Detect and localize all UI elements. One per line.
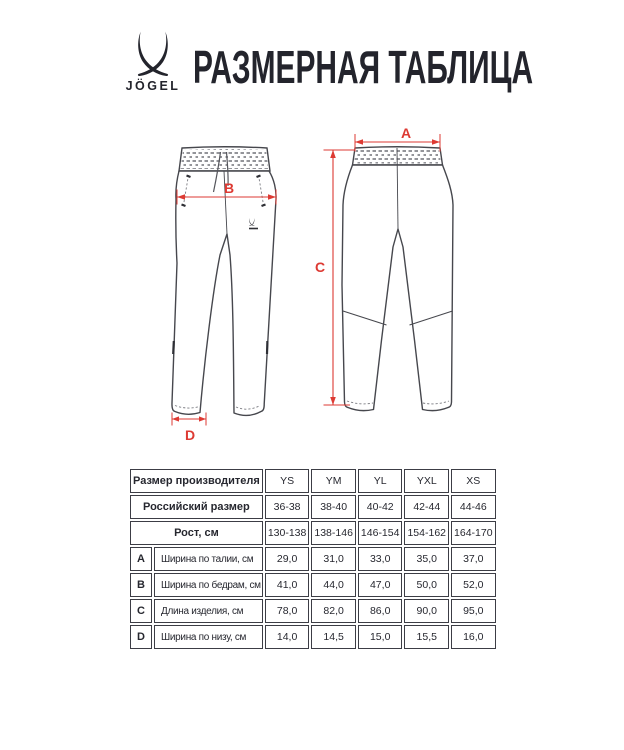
measure-d-label: D bbox=[184, 427, 196, 443]
cell-value: 95,0 bbox=[451, 599, 496, 623]
cell-value: 42-44 bbox=[404, 495, 449, 519]
measure-name: Ширина по низу, см bbox=[154, 625, 263, 649]
front-body-outline bbox=[172, 171, 276, 415]
row-label: Рост, см bbox=[130, 521, 263, 545]
cell-value: 52,0 bbox=[451, 573, 496, 597]
cell-value: YL bbox=[358, 469, 403, 493]
cell-value: 130-138 bbox=[265, 521, 310, 545]
table-row-height bbox=[130, 521, 496, 545]
measure-letter: A bbox=[130, 547, 152, 571]
cell-value: 36-38 bbox=[265, 495, 310, 519]
table-row-manufacturer-size bbox=[130, 469, 496, 493]
row-label: Российский размер bbox=[130, 495, 263, 519]
cell-value: YM bbox=[311, 469, 356, 493]
cell-value: 82,0 bbox=[311, 599, 356, 623]
measure-a-label: A bbox=[400, 125, 412, 141]
cell-value: 164-170 bbox=[451, 521, 496, 545]
measure-c-label: C bbox=[314, 259, 326, 275]
cell-value: YS bbox=[265, 469, 310, 493]
size-table bbox=[128, 467, 498, 651]
cell-value: 35,0 bbox=[404, 547, 449, 571]
page-title: РАЗМЕРНАЯ ТАБЛИЦА bbox=[193, 41, 534, 93]
cell-value: 44,0 bbox=[311, 573, 356, 597]
cell-value: 41,0 bbox=[265, 573, 310, 597]
table-row-russian-size bbox=[130, 495, 496, 519]
brand-logo bbox=[116, 30, 190, 93]
measure-name: Длина изделия, см bbox=[154, 599, 263, 623]
table-row-item-length bbox=[130, 599, 496, 623]
cell-value: 138-146 bbox=[311, 521, 356, 545]
cell-value: 37,0 bbox=[451, 547, 496, 571]
cell-value: 47,0 bbox=[358, 573, 403, 597]
cell-value: 14,0 bbox=[265, 625, 310, 649]
row-label: Размер производителя bbox=[130, 469, 263, 493]
cell-value: 78,0 bbox=[265, 599, 310, 623]
cell-value: 90,0 bbox=[404, 599, 449, 623]
front-waistband-rib bbox=[181, 149, 269, 169]
cell-value: 14,5 bbox=[311, 625, 356, 649]
measure-name: Ширина по бедрам, см bbox=[154, 573, 263, 597]
cell-value: 44-46 bbox=[451, 495, 496, 519]
brand-logo-mark bbox=[134, 30, 172, 77]
pants-back-drawing bbox=[300, 125, 470, 425]
cell-value: 16,0 bbox=[451, 625, 496, 649]
brand-wordmark: JÖGEL bbox=[125, 79, 181, 93]
cell-value: XS bbox=[451, 469, 496, 493]
cell-value: 40-42 bbox=[358, 495, 403, 519]
measure-letter: D bbox=[130, 625, 152, 649]
measure-b-label: B bbox=[223, 180, 235, 196]
measure-letter: C bbox=[130, 599, 152, 623]
measure-name: Ширина по талии, см bbox=[154, 547, 263, 571]
table-row-hip-width bbox=[130, 573, 496, 597]
cell-value: 15,0 bbox=[358, 625, 403, 649]
cell-value: 50,0 bbox=[404, 573, 449, 597]
cell-value: 29,0 bbox=[265, 547, 310, 571]
table-row-waist-width bbox=[130, 547, 496, 571]
pants-front-drawing bbox=[150, 135, 300, 445]
cell-value: 31,0 bbox=[311, 547, 356, 571]
table-row-bottom-width bbox=[130, 625, 496, 649]
cell-value: 33,0 bbox=[358, 547, 403, 571]
cell-value: 15,5 bbox=[404, 625, 449, 649]
cell-value: 86,0 bbox=[358, 599, 403, 623]
cell-value: 38-40 bbox=[311, 495, 356, 519]
cell-value: 146-154 bbox=[358, 521, 403, 545]
measure-letter: B bbox=[130, 573, 152, 597]
cell-value: 154-162 bbox=[404, 521, 449, 545]
cell-value: YXL bbox=[404, 469, 449, 493]
